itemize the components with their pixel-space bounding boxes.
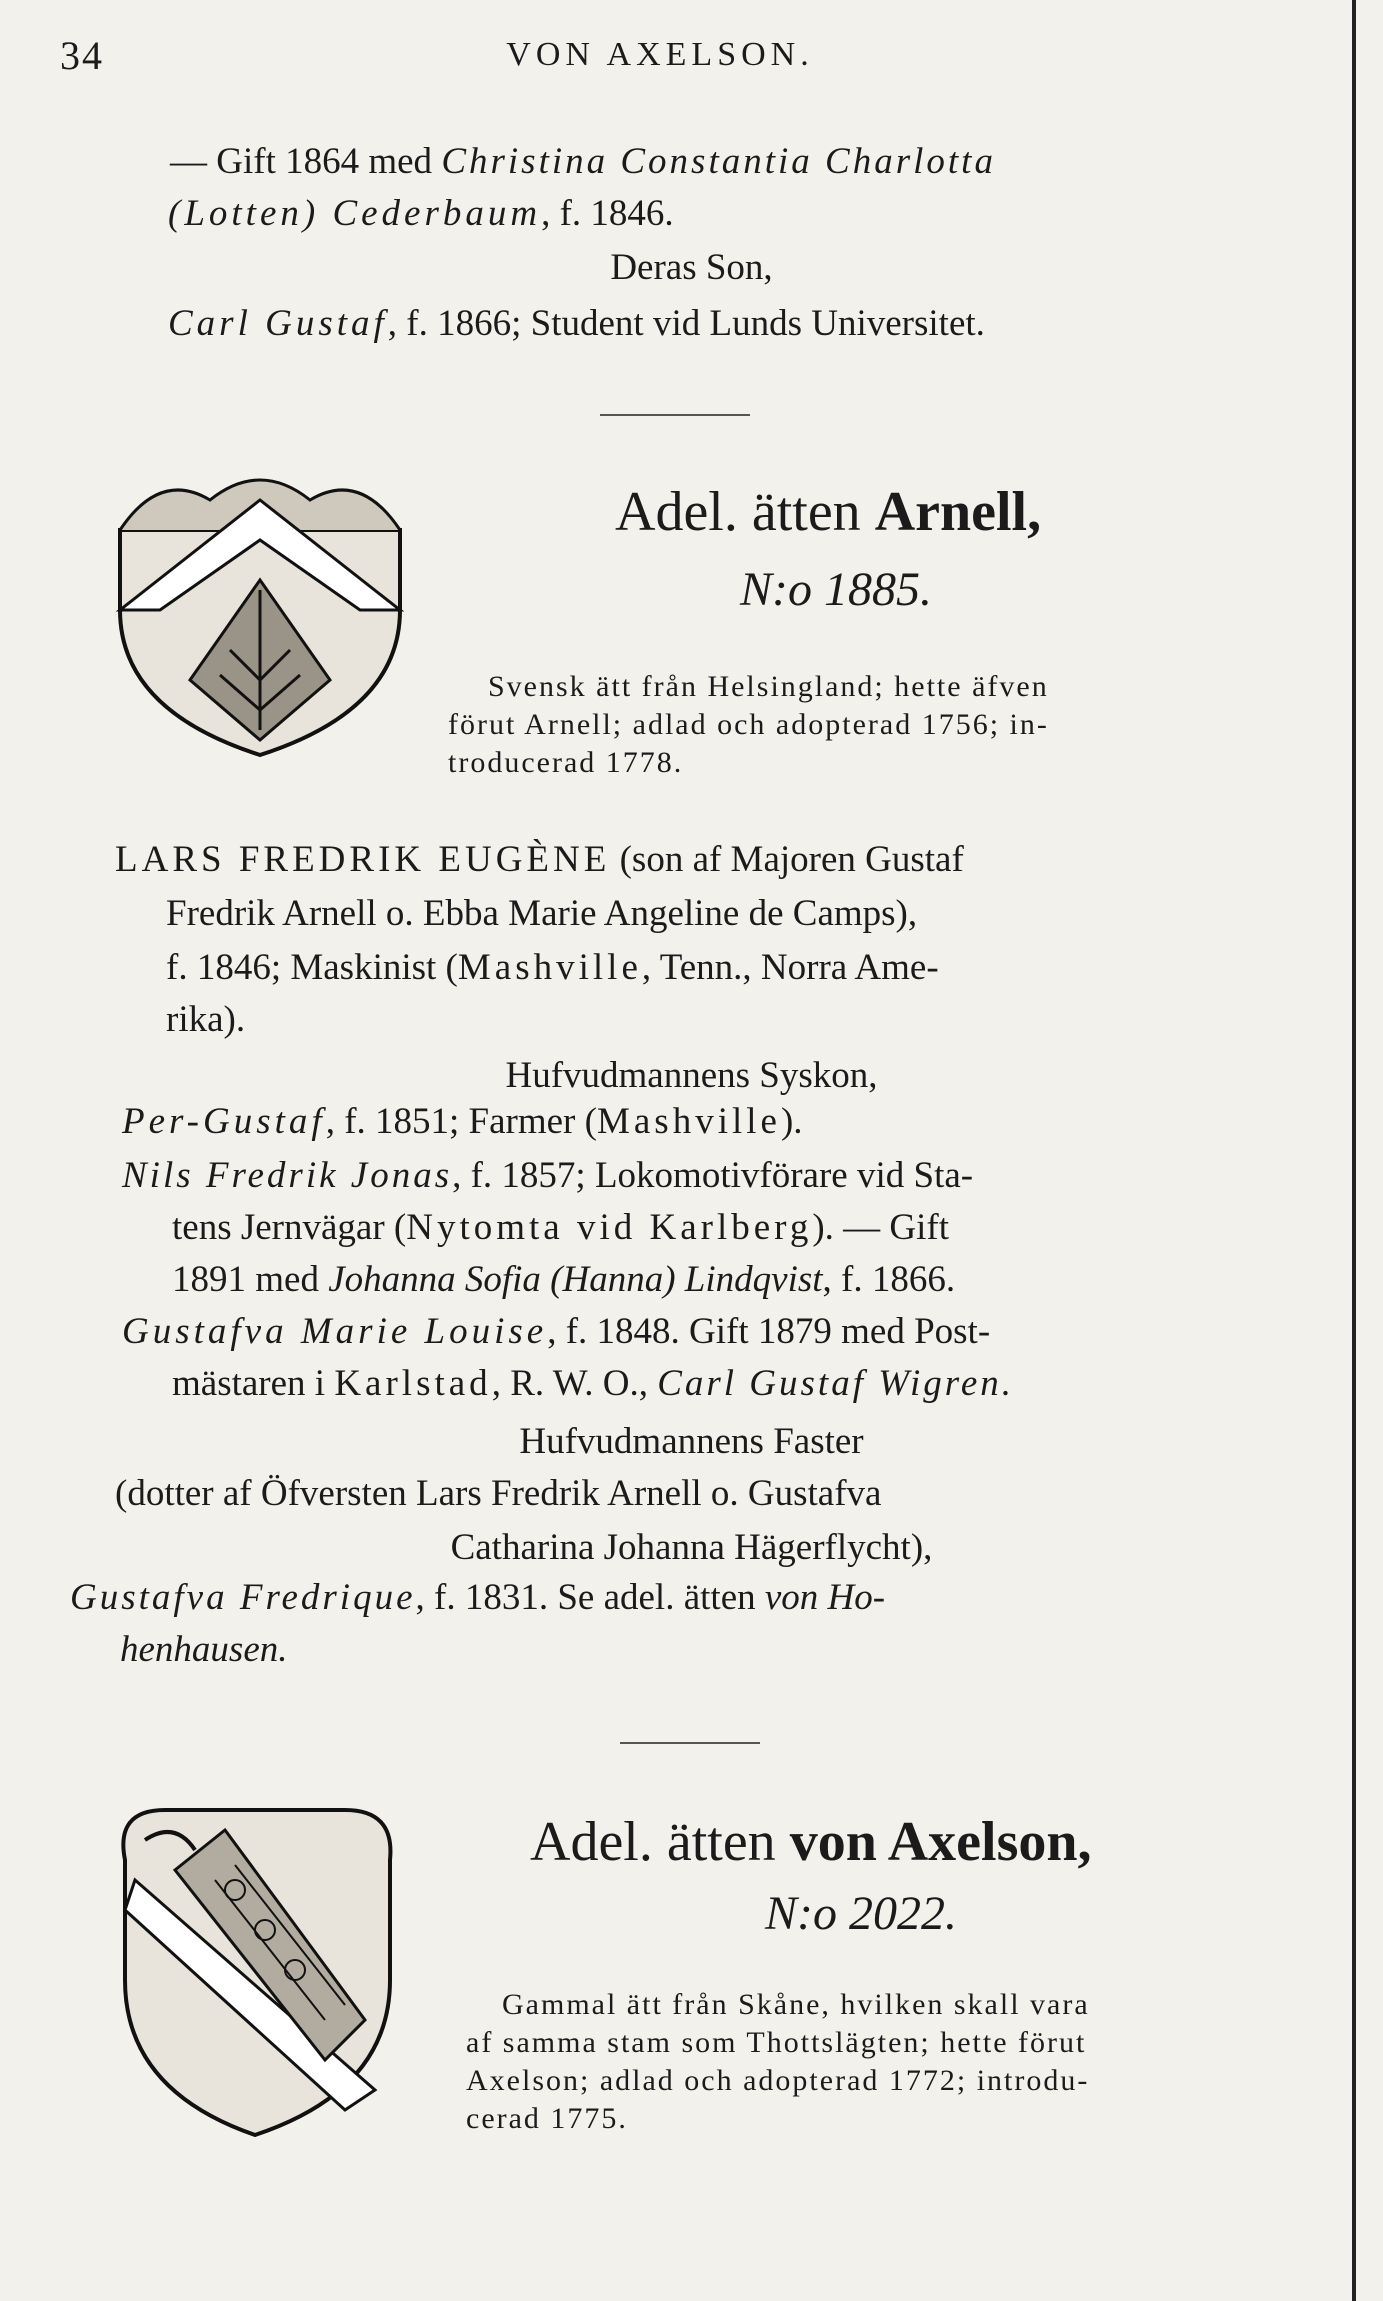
- text-span: ).: [780, 1101, 803, 1142]
- arnell-title: [615, 480, 1041, 544]
- arnell-body-11: [172, 1360, 1014, 1408]
- text-span: , Tenn., Norra Ame-: [641, 947, 939, 988]
- text-span: f. 1846; Maskinist (: [166, 947, 458, 988]
- place-span: Nytomta vid Karlberg: [406, 1207, 813, 1248]
- text-span: , f. 1866.: [822, 1259, 956, 1300]
- page-number: 34: [60, 33, 104, 78]
- text-span: , f. 1846.: [541, 193, 674, 234]
- arnell-body-6: [122, 1098, 803, 1146]
- arnell-body-8: [172, 1204, 949, 1252]
- name-span: von Ho-: [764, 1577, 886, 1618]
- axelson-coat-of-arms: [105, 1790, 415, 2140]
- running-head: VON AXELSON.: [506, 36, 814, 73]
- arnell-desc-1: Svensk ätt från Helsingland; hette äfven: [488, 670, 1049, 703]
- axelson-desc-1: Gammal ätt från Skåne, hvilken skall vara: [502, 1988, 1090, 2021]
- section-divider: [620, 1742, 760, 1744]
- text-span: , f. 1848. Gift 1879 med Post-: [547, 1311, 991, 1352]
- name-span: (Lotten) Cederbaum: [168, 193, 542, 234]
- marriage-line-1: [170, 138, 996, 186]
- text-span: — Gift 1864 med: [170, 141, 442, 182]
- axelson-title: [530, 1810, 1092, 1874]
- text-span: , R. W. O.,: [491, 1363, 658, 1404]
- arnell-body-10: [122, 1308, 990, 1356]
- arnell-body-15: [70, 1574, 885, 1622]
- name-span: Johanna Sofia (Hanna) Lindqvist: [328, 1259, 823, 1300]
- arnell-aunt-heading: Hufvudmannens Faster: [519, 1421, 864, 1462]
- arnell-number: N:o 1885.: [740, 563, 932, 616]
- arnell-body-16: henhausen.: [120, 1629, 288, 1670]
- arnell-coat-of-arms: [100, 460, 420, 760]
- title-prefix: Adel. ätten: [530, 1811, 790, 1873]
- title-prefix: Adel. ätten: [615, 481, 875, 543]
- page-header: [60, 32, 1260, 82]
- arnell-desc-2: förut Arnell; adlad och adopterad 1756; in-: [448, 708, 1049, 741]
- children-heading: Deras Son,: [610, 247, 773, 288]
- son-line: [168, 300, 985, 348]
- text-span: ). — Gift: [812, 1207, 950, 1248]
- place-span: Mashville: [457, 947, 642, 988]
- text-span: , f. 1831. Se adel. ätten: [415, 1577, 765, 1618]
- axelson-desc-4: cerad 1775.: [466, 2102, 628, 2135]
- axelson-number: N:o 2022.: [765, 1887, 957, 1940]
- marriage-line-2: [168, 190, 674, 238]
- name-span: Nils Fredrik Jonas: [122, 1155, 453, 1196]
- arnell-body-2: Fredrik Arnell o. Ebba Marie Angeline de Camps),: [166, 893, 918, 934]
- axelson-desc-2: af samma stam som Thottslägten; hette förut: [466, 2026, 1087, 2059]
- name-span: Carl Gustaf Wigren.: [657, 1363, 1014, 1404]
- name-span: Gustafva Marie Louise: [122, 1311, 548, 1352]
- family-name: Arnell,: [874, 481, 1042, 543]
- page-edge-rule: [1352, 0, 1356, 2301]
- arnell-body-3: [166, 944, 939, 992]
- section-divider: [600, 414, 750, 416]
- text-span: 1891 med: [172, 1259, 329, 1300]
- name-span: Gustafva Fredrique: [70, 1577, 416, 1618]
- name-span: LARS FREDRIK EUGÈNE: [115, 839, 611, 880]
- text-span: , f. 1857; Lokomotivförare vid Sta-: [452, 1155, 974, 1196]
- axelson-desc-3: Axelson; adlad och adopterad 1772; introdu-: [466, 2064, 1090, 2097]
- name-span: Christina Constantia Charlotta: [441, 141, 996, 182]
- family-name: von Axelson,: [789, 1811, 1092, 1873]
- arnell-body-14: Catharina Johanna Hägerflycht),: [450, 1527, 933, 1568]
- arnell-desc-3: troducerad 1778.: [448, 746, 684, 779]
- arnell-body-7: [122, 1152, 973, 1200]
- name-span: Per-Gustaf: [122, 1101, 326, 1142]
- arnell-body-13: (dotter af Öfversten Lars Fredrik Arnell o. Gustafva: [115, 1473, 882, 1514]
- text-span: , f. 1866; Student vid Lunds Universitet.: [387, 303, 985, 344]
- arnell-body-4: rika).: [166, 999, 246, 1040]
- text-span: tens Jernvägar (: [172, 1207, 407, 1248]
- text-span: (son af Majoren Gustaf: [610, 839, 964, 880]
- arnell-siblings-heading: Hufvudmannens Syskon,: [505, 1055, 878, 1096]
- text-span: mästaren i: [172, 1363, 335, 1404]
- arnell-body-9: [172, 1256, 955, 1304]
- text-span: , f. 1851; Farmer (: [325, 1101, 597, 1142]
- place-span: Karlstad: [334, 1363, 492, 1404]
- place-span: Mashville: [596, 1101, 781, 1142]
- name-span: Carl Gustaf: [168, 303, 388, 344]
- arnell-body-1: [115, 836, 964, 884]
